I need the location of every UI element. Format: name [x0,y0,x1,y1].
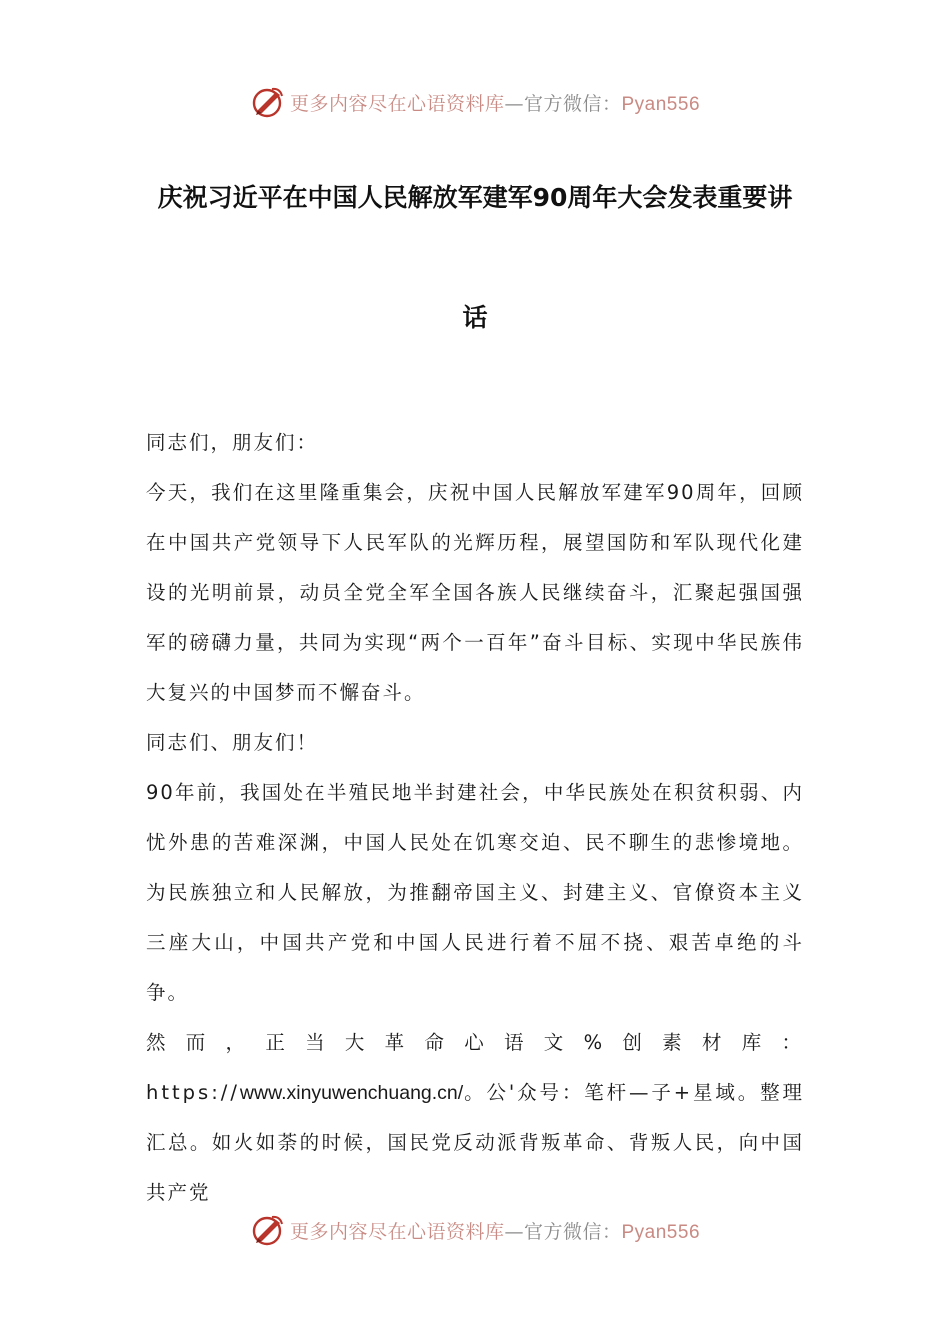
watermark-dash: — [504,92,524,115]
paragraph-however-lead: 然而，正当大革命心语文%创素材库：https:// [146,1031,804,1104]
pen-logo-icon [250,84,286,120]
document-body [146,418,804,1218]
watermark-wechat-id: Pyan556 [621,1221,701,1243]
paragraph-however [146,1018,804,1218]
header-watermark [0,80,950,124]
footer-watermark [0,1208,950,1252]
paragraph-greeting-2: 同志们、朋友们！ [146,731,319,754]
paragraph-history: 90年前，我国处在半殖民地半封建社会，中华民族处在积贫积弱、内忧外患的苦难深渊，中国人民处在饥寒交迫、民不聊生的悲惨境地。为民族独立和人民解放，为推翻帝国主义、封建主义、官僚资本主义三座大山，中国共产党和中国人民进行着不屈不挠、艰苦卓绝的斗争。 [146,781,804,1004]
watermark-text [290,1217,700,1244]
source-url-link[interactable]: www.xinyuwenchuang.cn/ [239,1082,464,1104]
watermark-site-text: 更多内容尽在心语资料库 [289,1220,505,1243]
watermark-label: 官方微信： [523,1220,622,1243]
watermark-label: 官方微信： [523,92,622,115]
watermark-dash: — [504,1220,524,1243]
paragraph-intro: 今天，我们在这里隆重集会，庆祝中国人民解放军建军90周年，回顾在中国共产党领导下人民军队的光辉历程，展望国防和军队现代化建设的光明前景，动员全党全军全国各族人民继续奋斗，汇聚起强国强军的磅礴力量，共同为实现“两个一百年”奋斗目标、实现中华民族伟大复兴的中国梦而不懈奋斗。 [146,481,804,704]
paragraph-however-rest: 。公'众号：笔杆—子+星域。整理汇总。如火如荼的时候，国民党反动派背叛革命、背叛人民，向中国共产党 [146,1081,804,1204]
watermark-text [290,89,700,116]
document-title-line-1: 庆祝习近平在中国人民解放军建军90周年大会发表重要讲 [157,183,793,212]
pen-logo-icon [250,1212,286,1248]
document-title-line-2: 话 [462,303,488,332]
watermark-site-text: 更多内容尽在心语资料库 [289,92,505,115]
paragraph-greeting: 同志们，朋友们： [146,431,319,454]
watermark-wechat-id: Pyan556 [621,93,701,115]
